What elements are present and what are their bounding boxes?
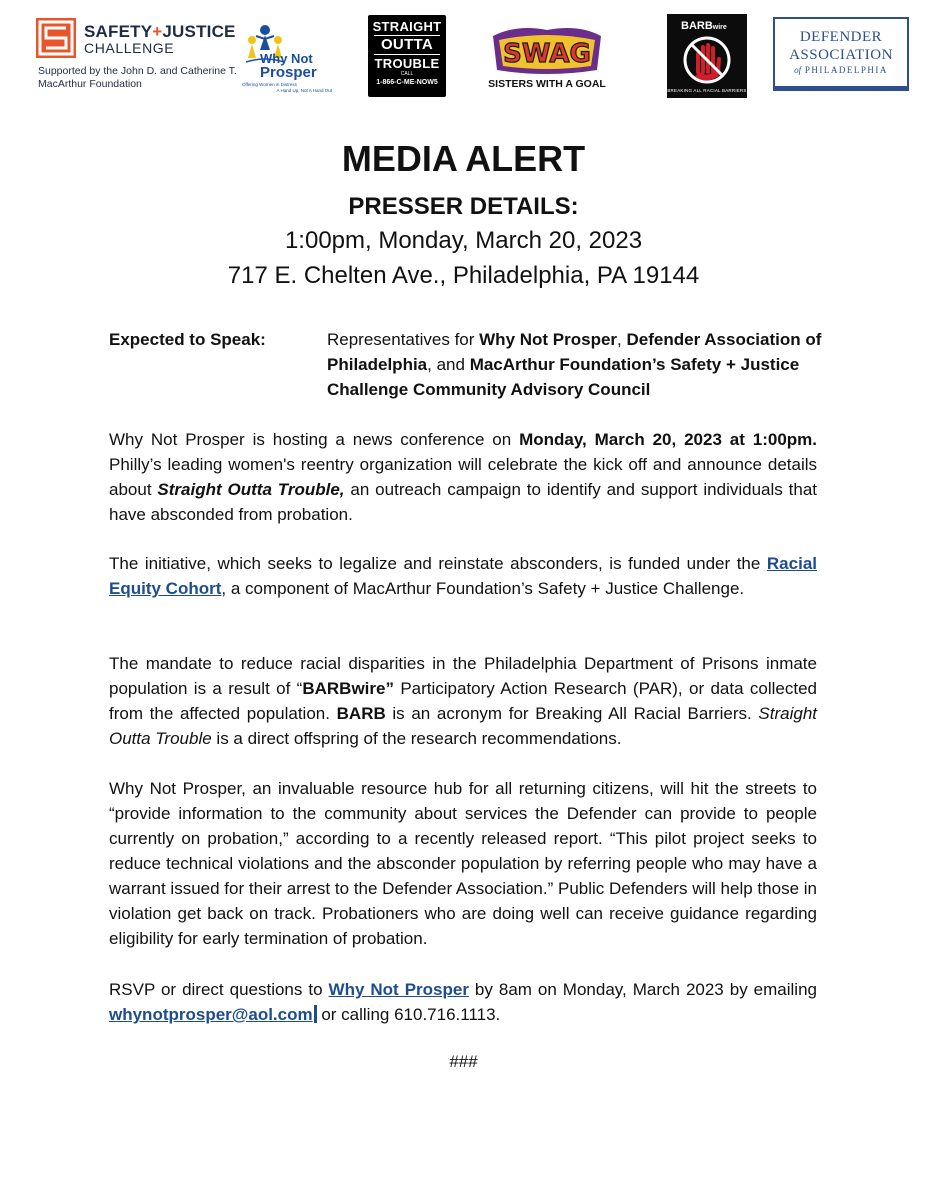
event-time: 1:00pm, Monday, March 20, 2023 bbox=[284, 227, 643, 254]
wnp-line-1: Why Not bbox=[260, 51, 313, 66]
expected-to-speak-list: Representatives for Why Not Prosper, Defender Association of Philadelphia, and MacArthur Foundation’s Safety + Justice Challenge Community Advisory Council bbox=[327, 330, 822, 399]
swag-caption: SISTERS WITH A GOAL bbox=[488, 78, 606, 90]
sot-line-3: TROUBLE bbox=[374, 56, 440, 71]
racial-equity-cohort-link[interactable]: Racial Equity Cohort bbox=[109, 554, 817, 598]
da-line-2: ASSOCIATION bbox=[789, 47, 893, 63]
safety-justice-support bbox=[38, 65, 238, 91]
barbwire-title: BARBwire bbox=[681, 20, 727, 32]
defender-association-logo bbox=[773, 17, 909, 91]
why-not-prosper-link[interactable]: Why Not Prosper bbox=[328, 980, 469, 999]
end-mark: ### bbox=[449, 1052, 478, 1071]
safety-justice-mark-icon bbox=[36, 18, 76, 58]
why-not-prosper-wordmark bbox=[260, 52, 317, 80]
barbwire-footer: BREAKING ALL RACIAL BARRIERS bbox=[667, 88, 747, 93]
paragraph-news-conference: Why Not Prosper is hosting a news conference on Monday, March 20, 2023 at 1:00pm. Philly’s leading women's reentry organization will celebrate the kick off and announce details about Straight Outta Trouble, an outreach campaign to identify and support individuals that have absconded from probation. bbox=[109, 430, 817, 524]
logo-strip bbox=[0, 0, 927, 110]
speaker-org-macarthur: MacArthur Foundation’s Safety + Justice Challenge Community Advisory Council bbox=[327, 355, 800, 399]
support-line-2: MacArthur Foundation bbox=[38, 78, 142, 90]
sot-call: CALL bbox=[400, 71, 414, 77]
swag-word: SWAG bbox=[503, 39, 591, 69]
why-not-prosper-logo bbox=[238, 22, 334, 96]
speaker-org-why-not-prosper: Why Not Prosper bbox=[479, 330, 618, 349]
paragraph-resource-hub: Why Not Prosper, an invaluable resource hub for all returning citizens, will hit the streets to “provide information to the community about services the Defender can provide to people currently on probation,” according to a recently released report. “This pilot project seeks to reduce technical violations and the absconder population by referring people who may have a warrant issued for their arrest to the Defender Association.” Public Defenders will help those in violation get back on track. Probationers who are doing well can receive guidance regarding eligibility for early termination of probation. bbox=[109, 779, 817, 948]
sot-phone: 1-866-C-ME-NOW5 bbox=[376, 79, 438, 86]
swag-logo bbox=[487, 22, 607, 96]
wnp-tag-1: Offering Women in Distress bbox=[242, 82, 297, 87]
wnp-line-2: Prosper bbox=[260, 64, 317, 81]
swag-graffiti-icon bbox=[487, 22, 607, 78]
hand-stop-icon bbox=[667, 14, 747, 98]
straight-outta-trouble-logo bbox=[368, 15, 446, 97]
page-title: MEDIA ALERT bbox=[341, 138, 586, 179]
why-not-prosper-tagline bbox=[242, 82, 332, 93]
wnp-tag-2: A Hand Up, Not A Hand Out bbox=[276, 87, 332, 93]
safety-justice-subtitle: CHALLENGE bbox=[84, 40, 175, 56]
presser-details-heading: PRESSER DETAILS: bbox=[348, 193, 579, 220]
da-line-3: of PHILADELPHIA bbox=[794, 65, 888, 75]
support-line-1: Supported by the John D. and Catherine T. bbox=[38, 65, 237, 77]
paragraph-rsvp: RSVP or direct questions to Why Not Prosper by 8am on Monday, March 2023 by emailing whynotprosper@aol.com or calling 610.716.1113. bbox=[109, 980, 817, 1024]
expected-to-speak-label: Expected to Speak: bbox=[109, 330, 266, 349]
barbwire-logo bbox=[667, 14, 747, 98]
da-line-1: DEFENDER bbox=[799, 29, 883, 45]
safety-justice-title: SAFETY+JUSTICE bbox=[84, 22, 236, 41]
paragraph-mandate: The mandate to reduce racial disparities in the Philadelphia Department of Prisons inmate population is a result of “BARBwire” Participatory Action Research (PAR), or data collected from the affected population. BARB is an acronym for Breaking All Racial Barriers. Straight Outta Trouble is a direct offspring of the research recommendations. bbox=[109, 654, 817, 748]
event-address: 717 E. Chelten Ave., Philadelphia, PA 19144 bbox=[227, 262, 700, 289]
sot-line-1: STRAIGHT bbox=[372, 19, 442, 34]
speaker-org-defender: Defender Association of Philadelphia bbox=[327, 330, 822, 374]
paragraph-initiative: The initiative, which seeks to legalize and reinstate absconders, is funded under the Racial Equity Cohort, a component of MacArthur Foundation’s Safety + Justice Challenge. bbox=[109, 554, 817, 598]
email-link[interactable]: whynotprosper@aol.com bbox=[109, 1005, 313, 1024]
safety-justice-logo bbox=[36, 18, 237, 92]
sot-line-2: OUTTA bbox=[374, 35, 440, 55]
